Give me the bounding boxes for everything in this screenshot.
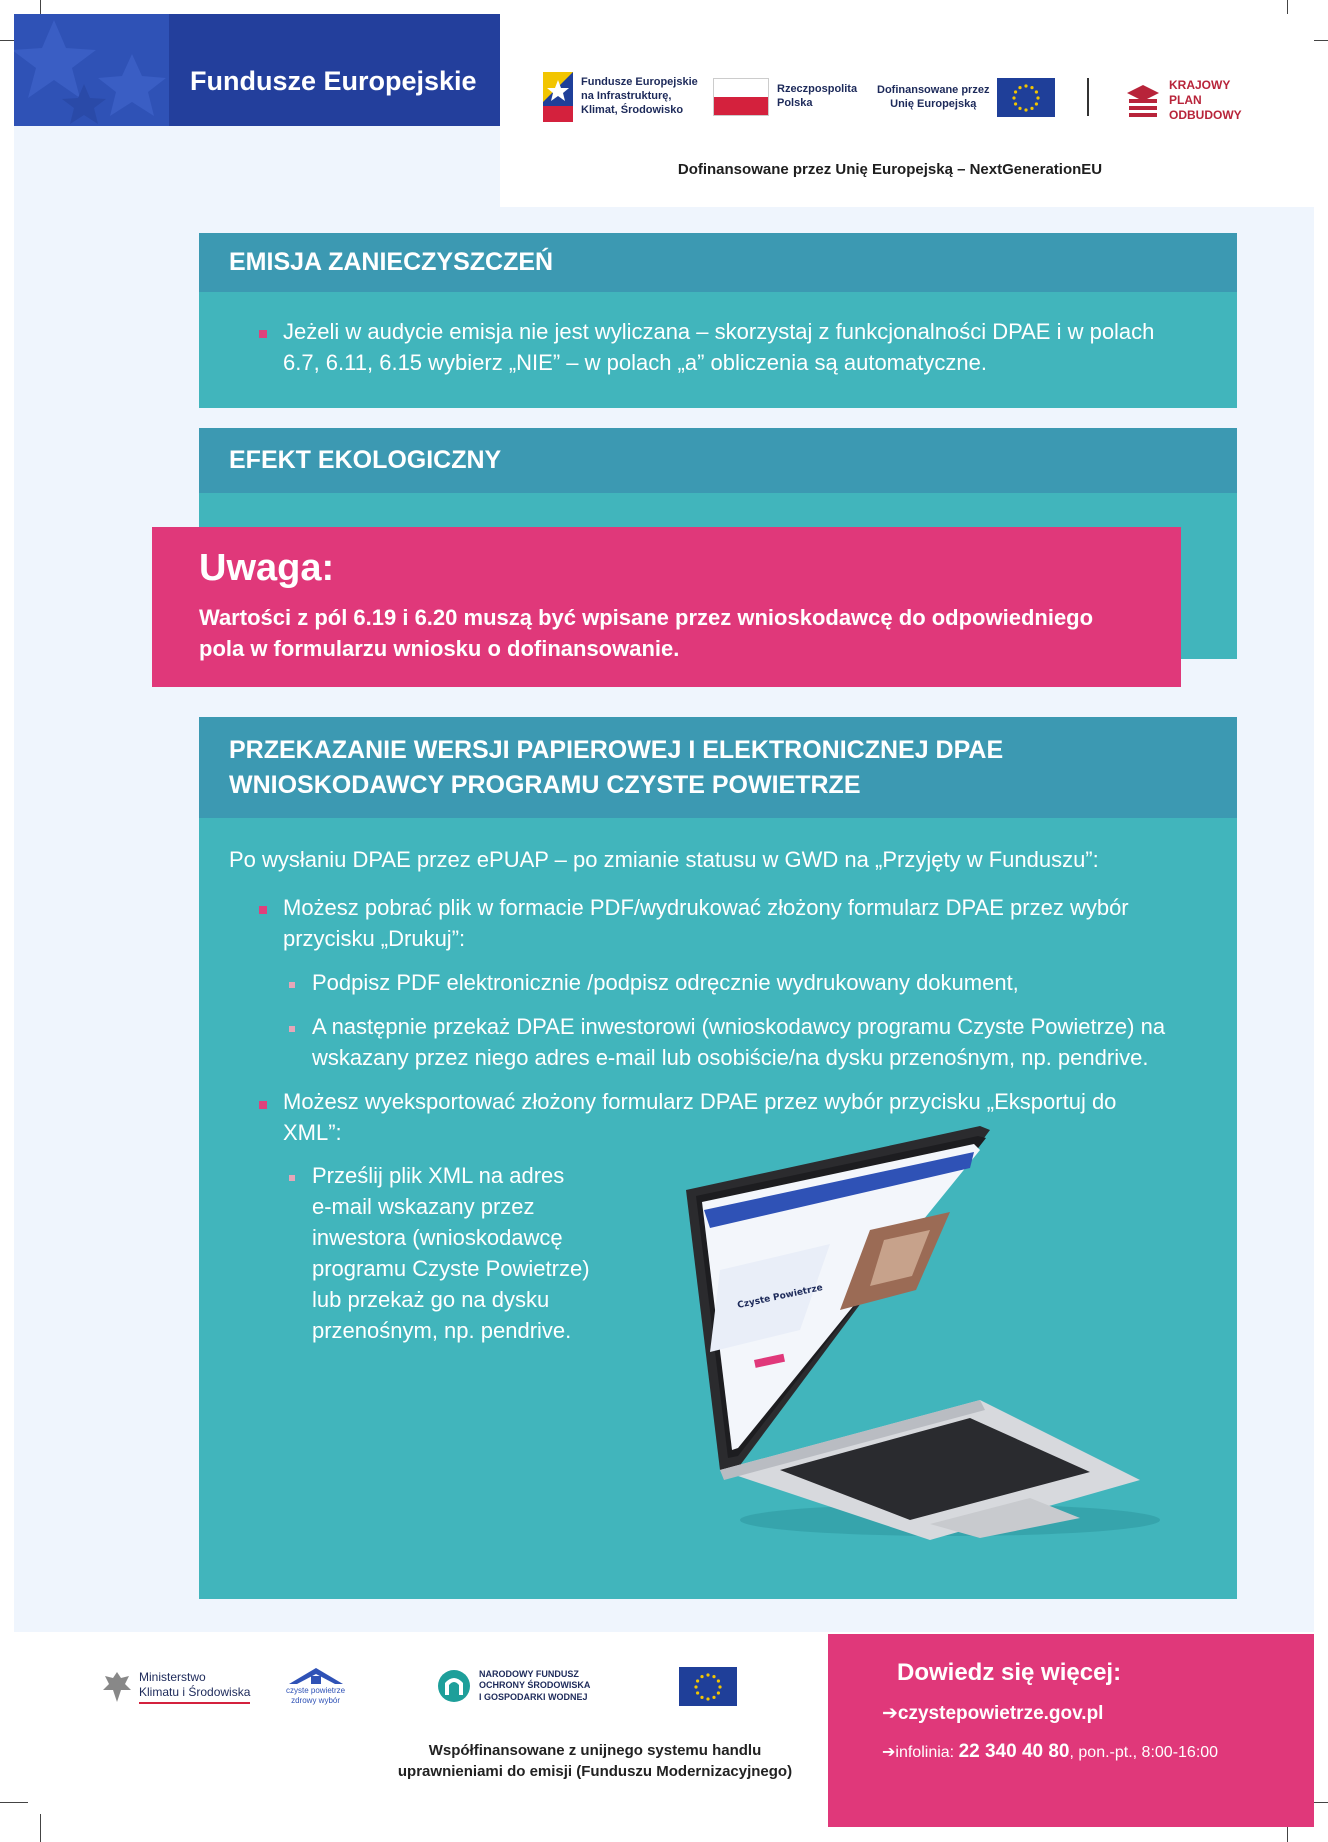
hotline-info <box>882 1741 1218 1763</box>
efekt-title: EFEKT EKOLOGICZNY <box>229 446 502 474</box>
uwaga-line1: Wartości z pól 6.19 i 6.20 muszą być wpisane przez wnioskodawcę do odpowiedniego <box>199 605 1094 630</box>
nf-line1: NARODOWY FUNDUSZ <box>479 1669 579 1680</box>
rp-logo <box>713 78 857 116</box>
ministry-line1: Ministerstwo <box>139 1670 206 1684</box>
rp-logo-line2: Polska <box>777 97 813 109</box>
uwaga-title: Uwaga: <box>199 547 335 589</box>
czyste-powietrze-logo <box>286 1666 345 1706</box>
kpo-logo-line1: KRAJOWY <box>1169 78 1231 92</box>
przekazanie-title-line1: PRZEKAZANIE WERSJI PAPIEROWEJ I ELEKTRONICZNEJ DPAE <box>229 735 1004 764</box>
house-roof-icon <box>289 1666 343 1686</box>
ministry-logo <box>101 1668 250 1706</box>
bullet-icon <box>259 330 267 338</box>
cp-line2: zdrowy wybór <box>291 1696 341 1705</box>
b1a-text: Podpisz PDF elektronicznie /podpisz odręcznie wydrukowany dokument, <box>312 970 1019 995</box>
bullet-icon <box>259 1101 267 1109</box>
logo-separator <box>1087 78 1089 116</box>
przekazanie-section-header <box>199 717 1237 818</box>
eu-logo-line1: Dofinansowane przez <box>877 83 990 96</box>
b1b-line1: A następnie przekaż DPAE inwestorowi (wnioskodawcy programu Czyste Powietrze) na <box>312 1014 1166 1039</box>
next-generation-eu-note: Dofinansowane przez Unię Europejską – NextGenerationEU <box>677 161 1103 178</box>
website-link-text: czystepowietrze.gov.pl <box>897 1703 1104 1724</box>
hotline-hours: , pon.-pt., 8:00-16:00 <box>1069 1744 1219 1761</box>
b1-line1: Możesz pobrać plik w formacie PDF/wydrukować złożony formularz DPAE przez wybór <box>283 895 1129 920</box>
b2a-line2: e-mail wskazany przez <box>312 1194 535 1219</box>
przekazanie-intro: Po wysłaniu DPAE przez ePUAP – po zmianie statusu w GWD na „Przyjęty w Funduszu”: <box>229 847 1099 872</box>
b2a-line5: lub przekaż go na dysku <box>312 1287 550 1312</box>
fe-logo-line1: Fundusze Europejskie <box>581 76 698 89</box>
fe-logo-line3: Klimat, Środowisko <box>581 103 684 116</box>
cofinanced-line2: uprawnieniami do emisji (Funduszu Modernizacyjnego) <box>397 1763 793 1780</box>
crop-mark <box>0 1802 28 1803</box>
b1-line2: przycisku „Drukuj”: <box>283 926 466 951</box>
eu-flag-footer-icon <box>679 1667 737 1706</box>
eu-logo <box>877 78 1055 117</box>
b2a-line4: programu Czyste Powietrze) <box>312 1256 590 1281</box>
b2a-line1: Prześlij plik XML na adres <box>312 1163 565 1188</box>
sub-bullet-icon <box>289 1026 295 1032</box>
sub-bullet-icon <box>289 982 295 988</box>
bullet-icon <box>259 906 267 914</box>
cofinanced-line1: Współfinansowane z unijnego systemu handlu <box>428 1742 762 1759</box>
emisja-section-body <box>199 292 1237 408</box>
polish-flag-icon <box>713 78 769 116</box>
nf-line2: OCHRONY ŚRODOWISKA <box>479 1680 591 1691</box>
eu-stars-graphic <box>14 14 169 126</box>
uwaga-line2: pola w formularzu wniosku o dofinansowanie. <box>199 636 680 661</box>
nfosigw-emblem-icon <box>437 1669 471 1703</box>
kpo-emblem-icon <box>1125 83 1161 119</box>
cp-line1: czyste powietrze <box>286 1686 346 1695</box>
emisja-bullet-line2: 6.7, 6.11, 6.15 wybierz „NIE” – w polach „a” obliczenia są automatyczne. <box>283 350 987 375</box>
arrow-right-icon: ➔ <box>882 1744 896 1761</box>
b2a-line6: przenośnym, np. pendrive. <box>312 1318 572 1343</box>
laptop-illustration <box>680 1120 1200 1540</box>
brand-title: Fundusze Europejskie <box>190 66 477 96</box>
b2-line1: Możesz wyeksportować złożony formularz DPAE przez wybór przycisku „Eksportuj do <box>283 1089 1117 1114</box>
b1b-line2: wskazany przez niego adres e-mail lub osobiście/na dysku przenośnym, np. pendrive. <box>312 1045 1149 1070</box>
emisja-title: EMISJA ZANIECZYSZCZEŃ <box>229 248 554 276</box>
laptop-site-title: Czyste Powietrze <box>736 1283 824 1311</box>
more-info-box <box>828 1634 1314 1827</box>
eu-logo-line2: Unię Europejską <box>890 97 977 110</box>
hotline-phone[interactable]: 22 340 40 80 <box>958 1741 1070 1762</box>
fe-logo <box>543 72 698 122</box>
kpo-logo <box>1125 78 1242 123</box>
b2-line2: XML”: <box>283 1120 342 1145</box>
hotline-label: infolinia: <box>895 1744 959 1761</box>
cofinanced-note <box>360 1740 830 1782</box>
nfosigw-logo <box>437 1669 590 1703</box>
przekazanie-title-line2: WNIOSKODAWCY PROGRAMU CZYSTE POWIETRZE <box>229 770 861 799</box>
crop-mark <box>40 1814 41 1842</box>
uwaga-callout <box>152 527 1181 687</box>
fe-flag-icon <box>543 72 573 122</box>
emisja-section-header <box>199 233 1237 292</box>
efekt-section-header <box>199 428 1237 493</box>
b2a-line3: inwestora (wnioskodawcę <box>312 1225 563 1250</box>
website-link[interactable] <box>882 1702 1103 1725</box>
nf-line3: I GOSPODARKI WODNEJ <box>479 1691 588 1702</box>
fe-logo-line2: na Infrastrukturę, <box>581 90 672 103</box>
eu-flag-icon <box>997 78 1055 117</box>
rp-logo-line1: Rzeczpospolita <box>777 83 858 96</box>
brand-banner <box>14 14 500 126</box>
ministry-line2: Klimatu i Środowiska <box>139 1685 251 1699</box>
emisja-bullet-line1: Jeżeli w audycie emisja nie jest wyliczana – skorzystaj z funkcjonalności DPAE i w polach <box>283 319 1155 344</box>
polish-eagle-icon <box>101 1668 133 1706</box>
more-title: Dowiedz się więcej: <box>897 1659 1122 1686</box>
kpo-logo-line3: ODBUDOWY <box>1169 108 1242 122</box>
sub-bullet-icon <box>289 1175 295 1181</box>
kpo-logo-line2: PLAN <box>1169 93 1202 107</box>
arrow-right-icon: ➔ <box>882 1703 898 1724</box>
